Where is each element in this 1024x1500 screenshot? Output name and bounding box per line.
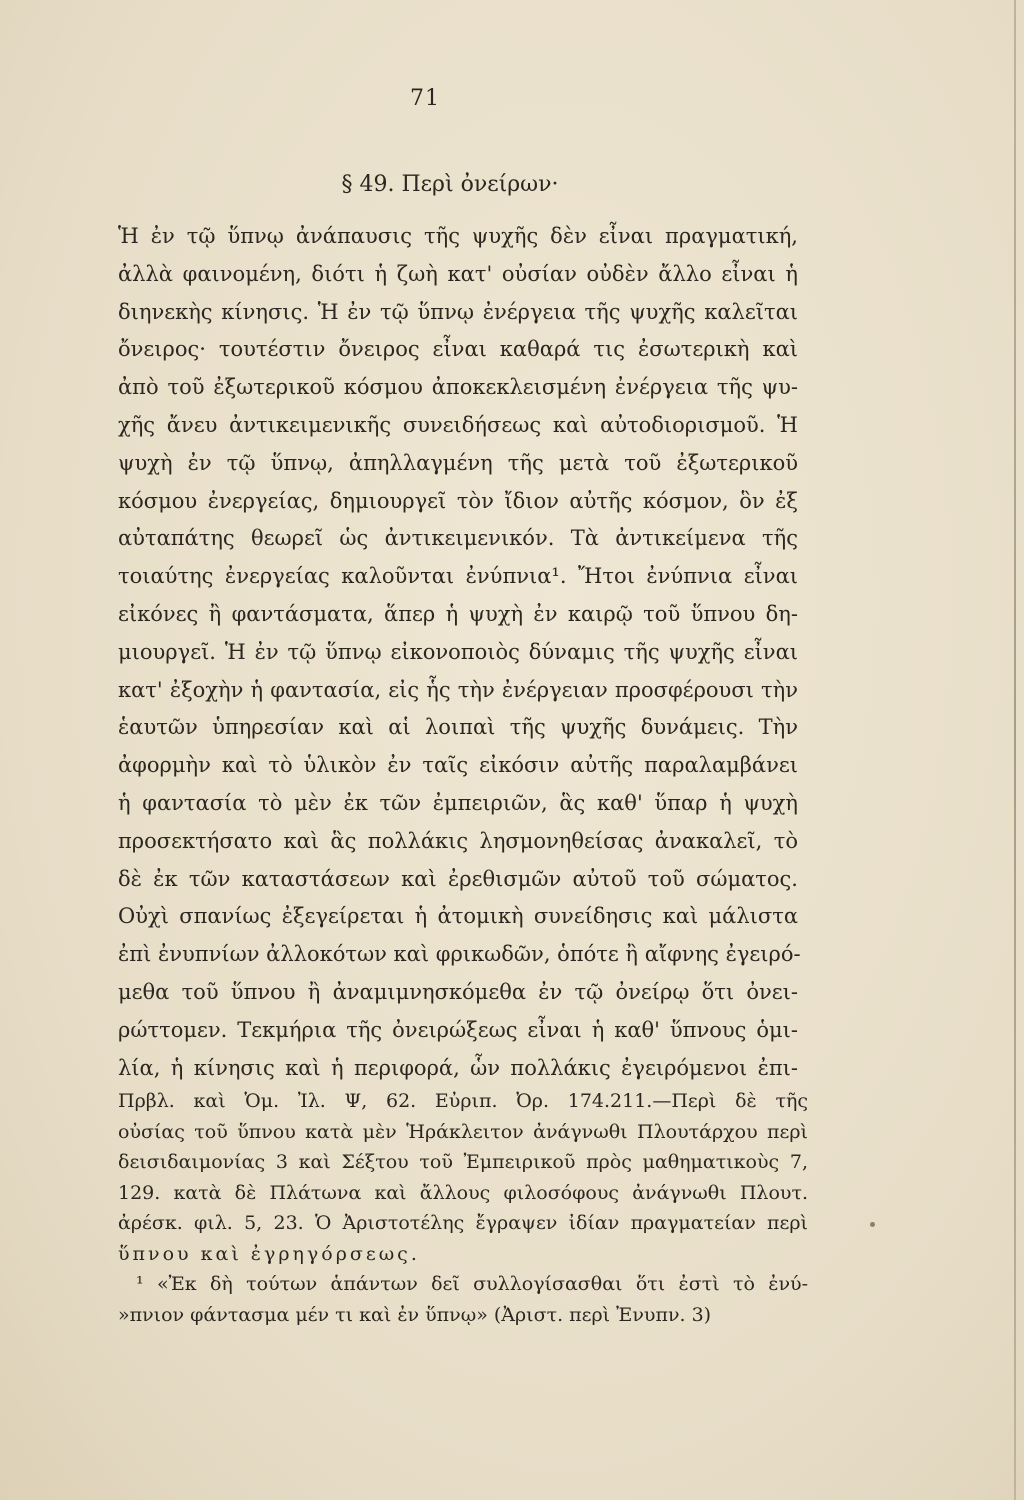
text-line: χῆς ἄνευ ἀντικειμενικῆς συνειδήσεως καὶ αὐτοδιορισμοῦ. Ἡ: [118, 412, 798, 437]
page-edge-line: [1014, 0, 1016, 1500]
text-line: ἀλλὰ φαινομένη, διότι ἡ ζωὴ κατ' οὐσίαν οὐδὲν ἄλλο εἶναι ἡ: [118, 261, 798, 286]
footnote-line: ¹ «Ἐκ δὴ τούτων ἁπάντων δεῖ συλλογίσασθαι ὅτι ἐστὶ τὸ ἐνύ-: [136, 1273, 808, 1295]
text-line: Ἡ ἐν τῷ ὕπνῳ ἀνάπαυσις τῆς ψυχῆς δὲν εἶναι πραγματική,: [118, 224, 798, 248]
main-text: [118, 218, 801, 1087]
text-line: μιουργεῖ. Ἡ ἐν τῷ ὕπνῳ εἰκονοποιὸς δύναμις τῆς ψυχῆς εἶναι: [118, 639, 798, 664]
text-line: τοιαύτης ἐνεργείας καλοῦνται ἐνύπνια¹. Ἤτοι ἐνύπνια εἶναι: [118, 564, 798, 589]
text-line: ἡ φαντασία τὸ μὲν ἐκ τῶν ἐμπειριῶν, ἃς καθ' ὕπαρ ἡ ψυχὴ: [118, 790, 798, 815]
text-line: ἐπὶ ἐνυπνίων ἀλλοκότων καὶ φρικωδῶν, ὁπότε ἢ αἴφνης ἐγειρό-: [118, 942, 801, 967]
text-line: λία, ἡ κίνησις καὶ ἡ περιφορά, ὧν πολλάκις ἐγειρόμενοι ἐπι-: [118, 1055, 798, 1080]
text-line: κατ' ἐξοχὴν ἡ φαντασία, εἰς ἧς τὴν ἐνέργειαν προσφέρουσι τὴν: [118, 677, 798, 702]
note-line: οὐσίας τοῦ ὕπνου κατὰ μὲν Ἡράκλειτον ἀνάγνωθι Πλουτάρχου περὶ: [118, 1120, 808, 1143]
note-line: ὕπνου καὶ ἐγρηγόρσεως.: [118, 1242, 420, 1265]
note-line: 129. κατὰ δὲ Πλάτωνα καὶ ἄλλους φιλοσόφους ἀνάγνωθι Πλουτ.: [118, 1181, 808, 1204]
note-line: δεισιδαιμονίας 3 καὶ Σέξτου τοῦ Ἐμπειρικοῦ πρὸς μαθηματικοὺς 7,: [118, 1151, 808, 1173]
text-line: Οὐχὶ σπανίως ἐξεγείρεται ἡ ἀτομικὴ συνείδησις καὶ μάλιστα: [118, 904, 798, 929]
text-line: δὲ ἐκ τῶν καταστάσεων καὶ ἐρεθισμῶν αὐτοῦ τοῦ σώματος.: [118, 866, 798, 891]
note-line: ἀρέσκ. φιλ. 5, 23. Ὁ Ἀριστοτέλης ἔγραψεν ἰδίαν πραγματείαν περὶ: [118, 1212, 808, 1234]
footnotes: [118, 1086, 808, 1330]
text-line: ἑαυτῶν ὑπηρεσίαν καὶ αἱ λοιπαὶ τῆς ψυχῆς δυνάμεις. Τὴν: [118, 715, 798, 740]
text-line: ἀφορμὴν καὶ τὸ ὑλικὸν ἐν ταῖς εἰκόσιν αὐτῆς παραλαμβάνει: [118, 753, 798, 778]
paper-spot: [870, 1222, 875, 1227]
text-line: ψυχὴ ἐν τῷ ὕπνῳ, ἀπηλλαγμένη τῆς μετὰ τοῦ ἐξωτερικοῦ: [118, 450, 798, 475]
text-line: κόσμου ἐνεργείας, δημιουργεῖ τὸν ἴδιον αὐτῆς κόσμον, ὃν ἐξ: [118, 488, 798, 513]
text-line: μεθα τοῦ ὕπνου ἢ ἀναμιμνησκόμεθα ἐν τῷ ὀνείρῳ ὅτι ὀνει-: [118, 979, 798, 1004]
page-number: 71: [410, 86, 440, 111]
text-line: αὐταπάτης θεωρεῖ ὡς ἀντικειμενικόν. Τὰ ἀντικείμενα τῆς: [118, 526, 798, 551]
footnote-line: »πνιον φάντασμα μέν τι καὶ ἐν ὕπνῳ» (Ἀριστ. περὶ Ἐνυπν. 3): [118, 1303, 712, 1326]
text-line: εἰκόνες ἢ φαντάσματα, ἅπερ ἡ ψυχὴ ἐν καιρῷ τοῦ ὕπνου δη-: [118, 601, 798, 626]
section-heading: § 49. Περὶ ὀνείρων·: [341, 172, 559, 197]
text-line: ὄνειρος· τουτέστιν ὄνειρος εἶναι καθαρά τις ἐσωτερικὴ καὶ: [118, 337, 798, 362]
text-line: ρώττομεν. Τεκμήρια τῆς ὀνειρώξεως εἶναι ἡ καθ' ὕπνους ὁμι-: [118, 1017, 798, 1042]
note-line: Πρβλ. καὶ Ὁμ. Ἰλ. Ψ, 62. Εὐριπ. Ὀρ. 174.211.—Περὶ δὲ τῆς: [118, 1090, 808, 1112]
text-line: προσεκτήσατο καὶ ἃς πολλάκις λησμονηθείσας ἀνακαλεῖ, τὸ: [118, 828, 798, 853]
text-line: ἀπὸ τοῦ ἐξωτερικοῦ κόσμου ἀποκεκλεισμένη ἐνέργεια τῆς ψυ-: [118, 375, 798, 400]
text-line: διηνεκὴς κίνησις. Ἡ ἐν τῷ ὕπνῳ ἐνέργεια τῆς ψυχῆς καλεῖται: [118, 299, 798, 324]
